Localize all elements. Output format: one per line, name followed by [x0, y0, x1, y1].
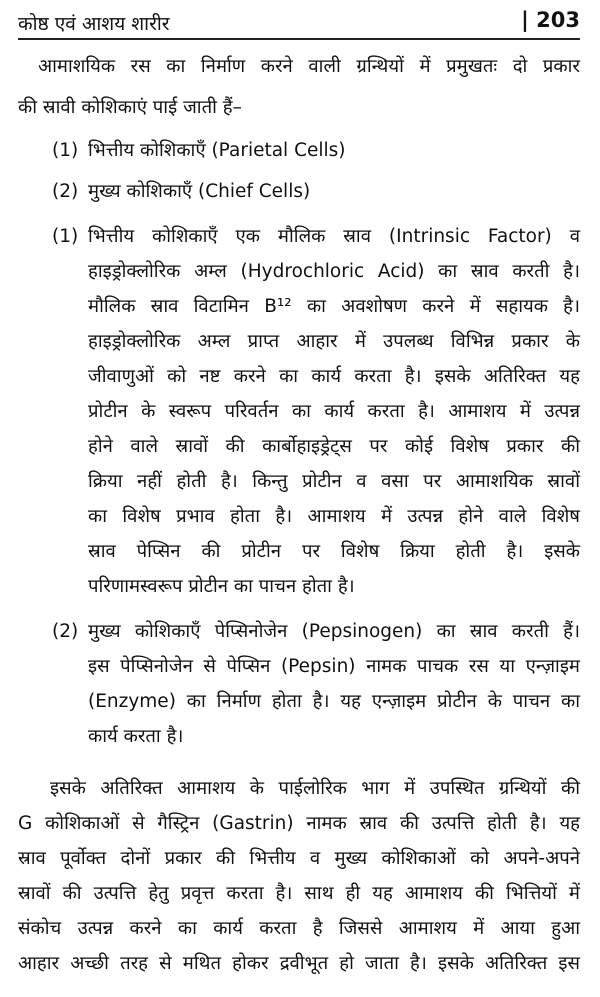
section1-line: क्रिया नहीं होती है। किन्तु प्रोटीन व वसा पर आमाशयिक स्रावों	[88, 471, 580, 492]
section1-line: हाइड्रोक्लोरिक अम्ल (Hydrochloric Acid) का स्राव करती है।	[88, 261, 580, 282]
section1-line: का विशेष प्रभाव होता है। आमाशय में उत्पन्न होने वाले विशेष	[88, 506, 580, 527]
section1-line: परिणामस्वरूप प्रोटीन का पाचन होता है।	[88, 576, 355, 597]
section2-line: मुख्य कोशिकाएँ पेप्सिनोजेन (Pepsinogen) का स्राव करती हैं।	[88, 621, 580, 642]
closing-line: G कोशिकाओं से गैस्ट्रिन (Gastrin) नामक स्राव की उत्पत्ति होती है। यह	[18, 813, 580, 834]
section2-line: (Enzyme) का निर्माण होता है। यह एन्ज़ाइम प्रोटीन के पाचन का	[88, 691, 580, 712]
list-number: (2)	[52, 181, 79, 202]
intro-line: आमाशयिक रस का निर्माण करने वाली ग्रन्थियों में प्रमुखतः दो प्रकार	[38, 56, 580, 77]
closing-line: आहार अच्छी तरह से मथित होकर द्रवीभूत हो जाता है। इसके अतिरिक्त इस	[18, 953, 580, 974]
section1-line: भित्तीय कोशिकाएँ एक मौलिक स्राव (Intrinsic Factor) व	[88, 226, 580, 247]
list-number: (1)	[52, 140, 79, 161]
page-number: | 203	[521, 8, 580, 32]
section-number: (1)	[52, 226, 79, 247]
chapter-title: कोष्ठ एवं आशय शारीर	[18, 13, 170, 35]
closing-line: इसके अतिरिक्त आमाशय के पाईलोरिक भाग में उपस्थित ग्रन्थियों की	[50, 778, 580, 799]
section2-line: इस पेप्सिनोजेन से पेप्सिन (Pepsin) नामक पाचक रस या एन्ज़ाइम	[88, 656, 580, 677]
section1-line: मौलिक स्राव विटामिन B¹² का अवशोषण करने में सहायक है।	[88, 296, 580, 317]
list-item: मुख्य कोशिकाएँ (Chief Cells)	[88, 181, 311, 202]
section2-line: कार्य करता है।	[88, 726, 184, 747]
list-item: भित्तीय कोशिकाएँ (Parietal Cells)	[88, 140, 346, 161]
section1-line: जीवाणुओं को नष्ट करने का कार्य करता है। इसके अतिरिक्त यह	[88, 366, 580, 387]
section1-line: प्रोटीन के स्वरूप परिवर्तन का कार्य करता है। आमाशय में उत्पन्न	[88, 401, 580, 422]
section1-line: होने वाले स्रावों की कार्बोहाइड्रेट्स पर कोई विशेष प्रकार की	[88, 436, 580, 457]
closing-line: स्राव पूर्वोक्त दोनों प्रकार की भित्तीय व मुख्य कोशिकाओं को अपने-अपने	[18, 848, 580, 869]
section1-line: हाइड्रोक्लोरिक अम्ल प्राप्त आहार में उपलब्ध विभिन्न प्रकार के	[88, 331, 580, 352]
closing-line: स्रावों की उत्पत्ति हेतु प्रवृत्त करता है। साथ ही यह आमाशय की भित्तियों में	[18, 883, 580, 904]
section1-line: स्राव पेप्सिन की प्रोटीन पर विशेष क्रिया होती है। इसके	[88, 541, 580, 562]
section-number: (2)	[52, 621, 79, 642]
closing-line: संकोच उत्पन्न करने का कार्य करता है जिससे आमाशय में आया हुआ	[18, 918, 580, 939]
intro-line: की स्रावी कोशिकाएं पाई जाती हैं–	[18, 97, 242, 118]
running-header	[18, 6, 580, 40]
